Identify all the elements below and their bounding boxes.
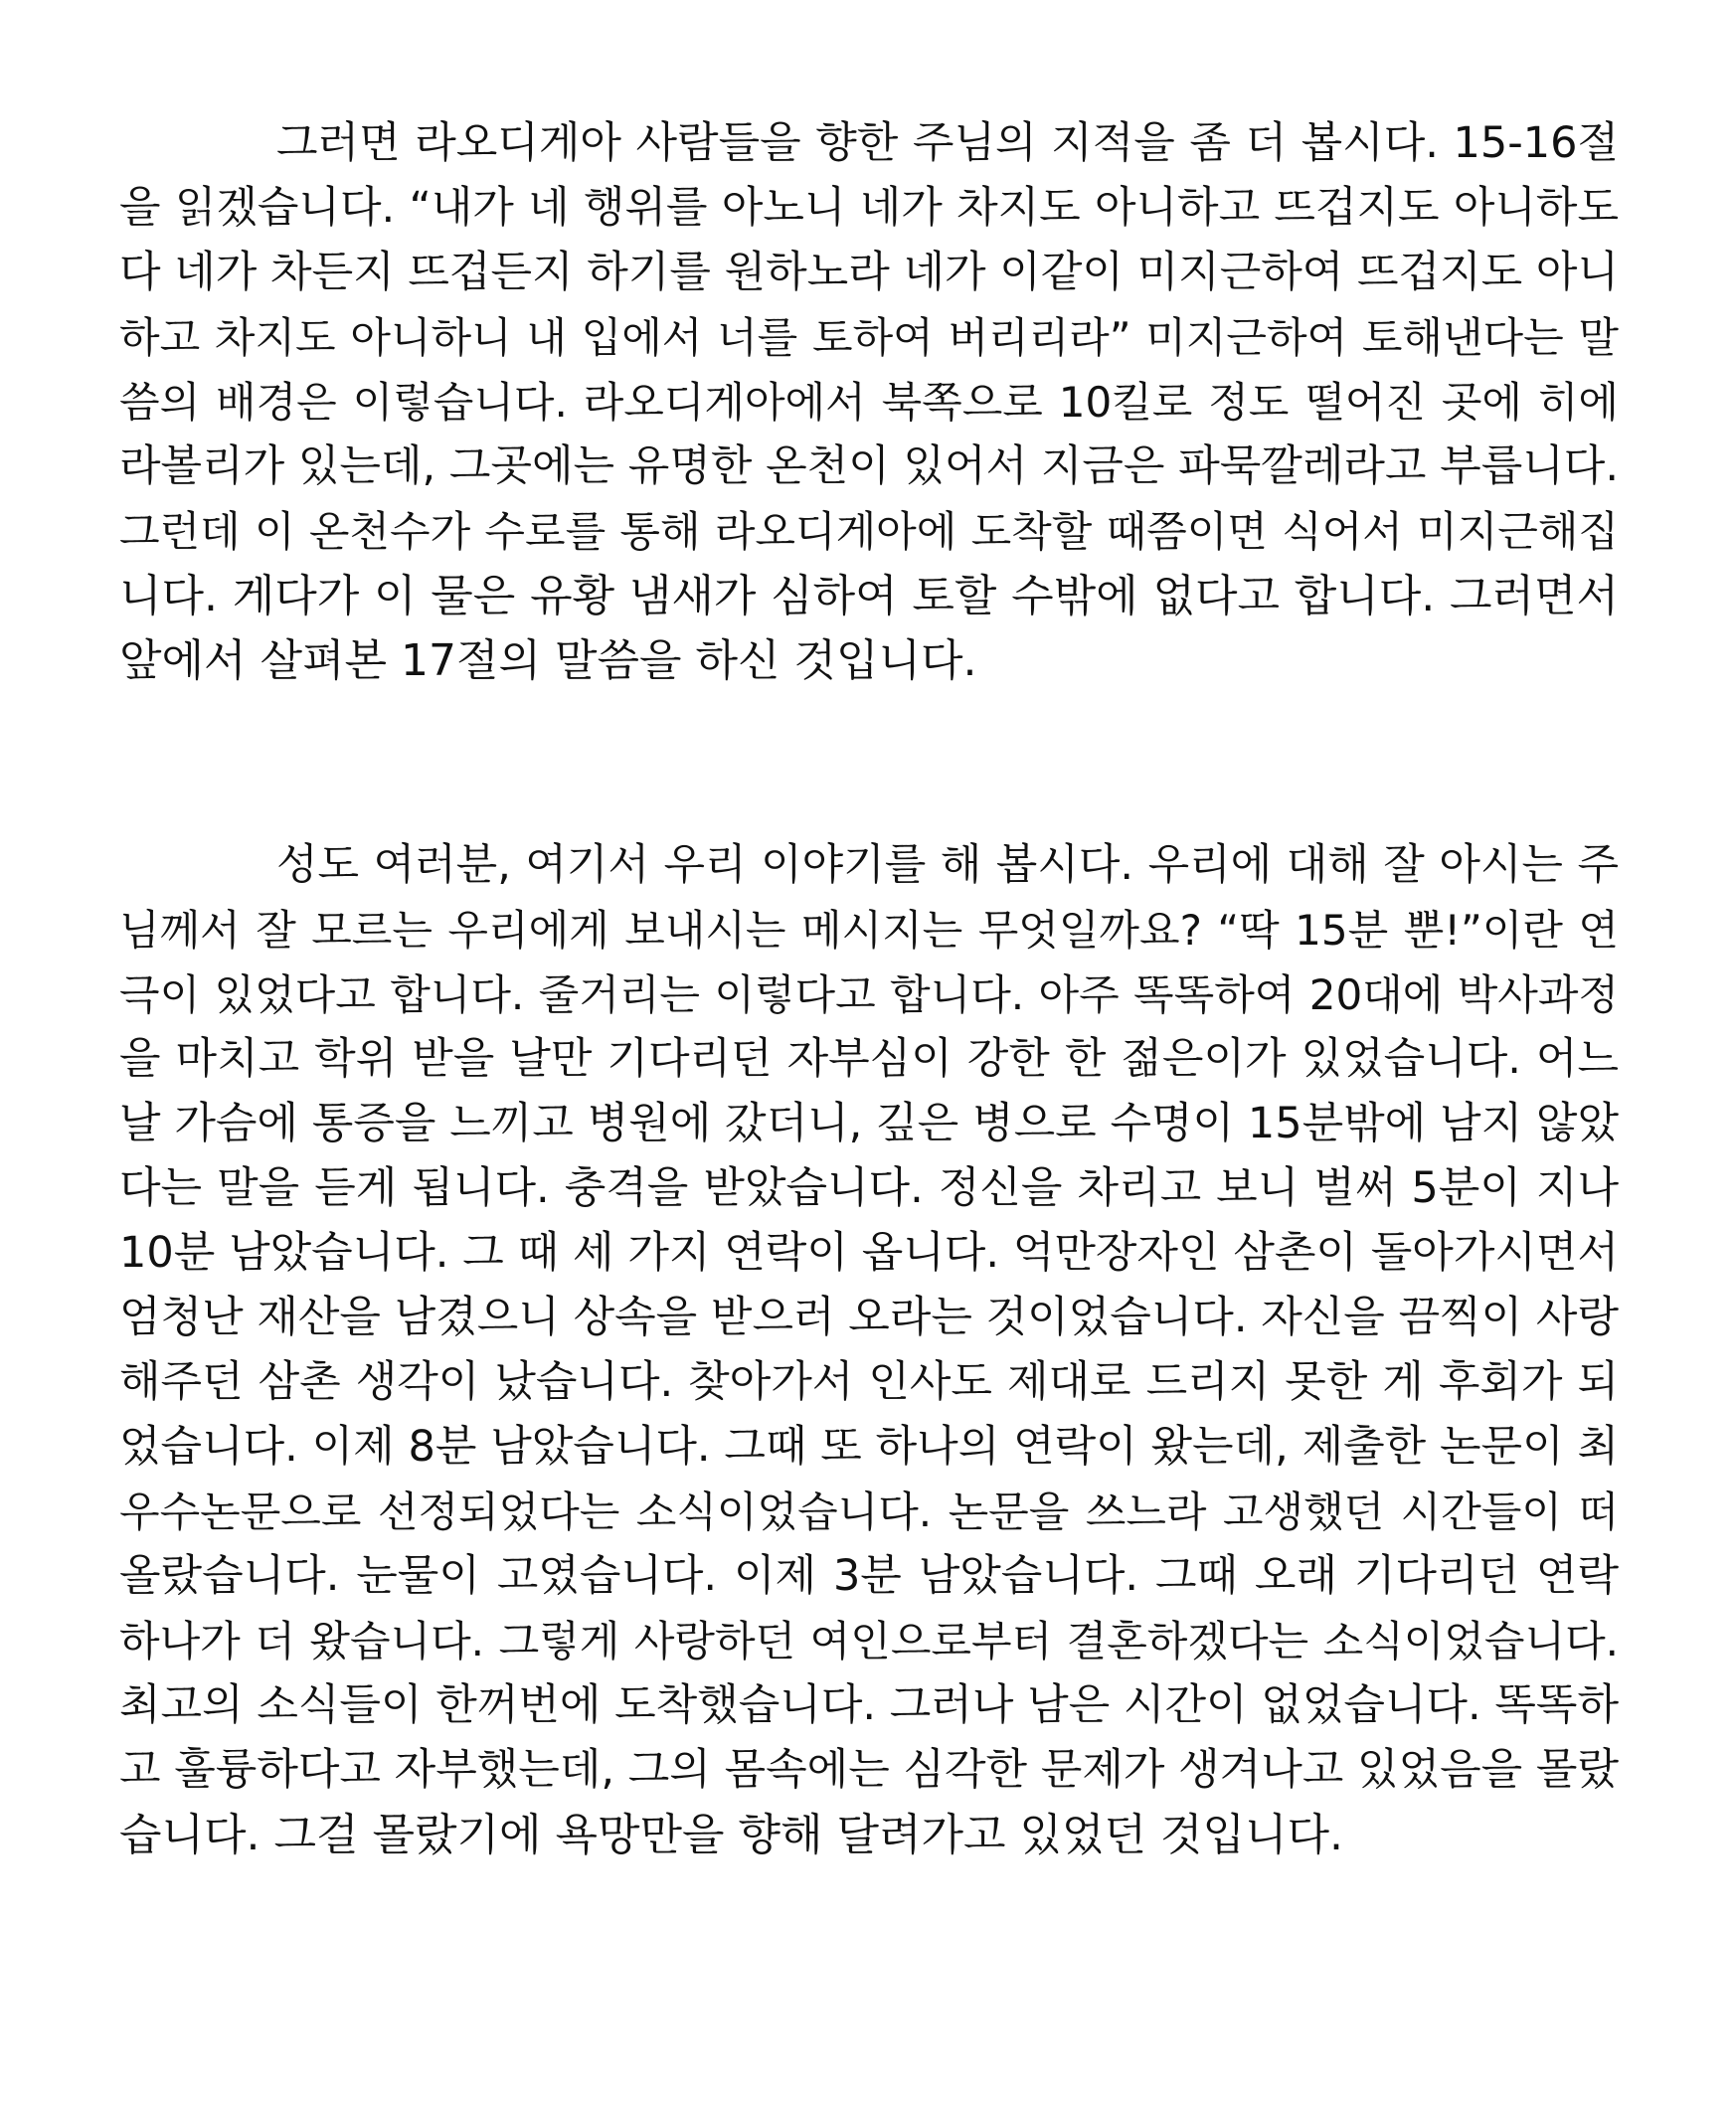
text-line: 올랐습니다. 눈물이 고였습니다. 이제 3분 남았습니다. 그때 오래 기다리던 연락	[119, 1551, 1619, 1601]
text-line: 습니다. 그걸 몰랐기에 욕망만을 향해 달려가고 있었던 것입니다.	[119, 1810, 1343, 1860]
text-line: 10분 남았습니다. 그 때 세 가지 연락이 옵니다. 억만장자인 삼촌이 돌아가시면서	[119, 1228, 1619, 1278]
text-line: 고 훌륭하다고 자부했는데, 그의 몸속에는 심각한 문제가 생겨나고 있었음을 몰랐	[119, 1745, 1619, 1795]
paragraph-fifteen-minutes	[119, 833, 1619, 1867]
text-line: 었습니다. 이제 8분 남았습니다. 그때 또 하나의 연락이 왔는데, 제출한 논문이 최	[119, 1422, 1619, 1472]
text-line: 하고 차지도 아니하니 내 입에서 너를 토하여 버리리라” 미지근하여 토해낸다는 말	[119, 313, 1619, 362]
text-line: 우수논문으로 선정되었다는 소식이었습니다. 논문을 쓰느라 고생했던 시간들이 떠	[119, 1488, 1619, 1536]
text-line: 그러면 라오디게아 사람들을 향한 주님의 지적을 좀 더 봅시다. 15-16절	[276, 118, 1619, 168]
text-line: 앞에서 살펴본 17절의 말씀을 하신 것입니다.	[119, 635, 977, 686]
text-line: 최고의 소식들이 한꺼번에 도착했습니다. 그러나 남은 시간이 없었습니다. 똑똑하	[119, 1680, 1619, 1730]
text-line: 엄청난 재산을 남겼으니 상속을 받으러 오라는 것이었습니다. 자신을 끔찍이 사랑	[119, 1293, 1619, 1342]
text-line: 날 가슴에 통증을 느끼고 병원에 갔더니, 깊은 병으로 수명이 15분밖에 남지 않았	[119, 1099, 1619, 1148]
text-line: 씀의 배경은 이렇습니다. 라오디게아에서 북쪽으로 10킬로 정도 떨어진 곳에 히에	[119, 378, 1619, 427]
text-line: 을 마치고 학위 받을 날만 기다리던 자부심이 강한 한 젊은이가 있었습니다. 어느	[119, 1034, 1619, 1084]
paragraph-laodicea	[119, 111, 1619, 693]
text-line: 님께서 잘 모르는 우리에게 보내시는 메시지는 무엇일까요? “딱 15분 뿐!”이란 연	[119, 906, 1619, 955]
text-line: 그런데 이 온천수가 수로를 통해 라오디게아에 도착할 때쯤이면 식어서 미지근해집	[119, 507, 1619, 556]
text-line: 라볼리가 있는데, 그곳에는 유명한 온천이 있어서 지금은 파묵깔레라고 부릅니다.	[119, 441, 1619, 491]
text-line: 다 네가 차든지 뜨겁든지 하기를 원하노라 네가 이같이 미지근하여 뜨겁지도 아니	[119, 248, 1619, 297]
text-line: 다는 말을 듣게 됩니다. 충격을 받았습니다. 정신을 차리고 보니 벌써 5분이 지나	[119, 1163, 1619, 1213]
text-line: 극이 있었다고 합니다. 줄거리는 이렇다고 합니다. 아주 똑똑하여 20대에 박사과정	[119, 970, 1619, 1019]
text-line: 을 읽겠습니다. “내가 네 행위를 아노니 네가 차지도 아니하고 뜨겁지도 아니하도	[119, 183, 1619, 233]
text-line: 하나가 더 왔습니다. 그렇게 사랑하던 여인으로부터 결혼하겠다는 소식이었습니다.	[119, 1617, 1619, 1665]
text-line: 해주던 삼촌 생각이 났습니다. 찾아가서 인사도 제대로 드리지 못한 게 후회가 되	[119, 1357, 1619, 1407]
text-line: 성도 여러분, 여기서 우리 이야기를 해 봅시다. 우리에 대해 잘 아시는 주	[276, 840, 1619, 890]
text-line: 니다. 게다가 이 물은 유황 냄새가 심하여 토할 수밖에 없다고 합니다. 그러면서	[119, 571, 1619, 621]
